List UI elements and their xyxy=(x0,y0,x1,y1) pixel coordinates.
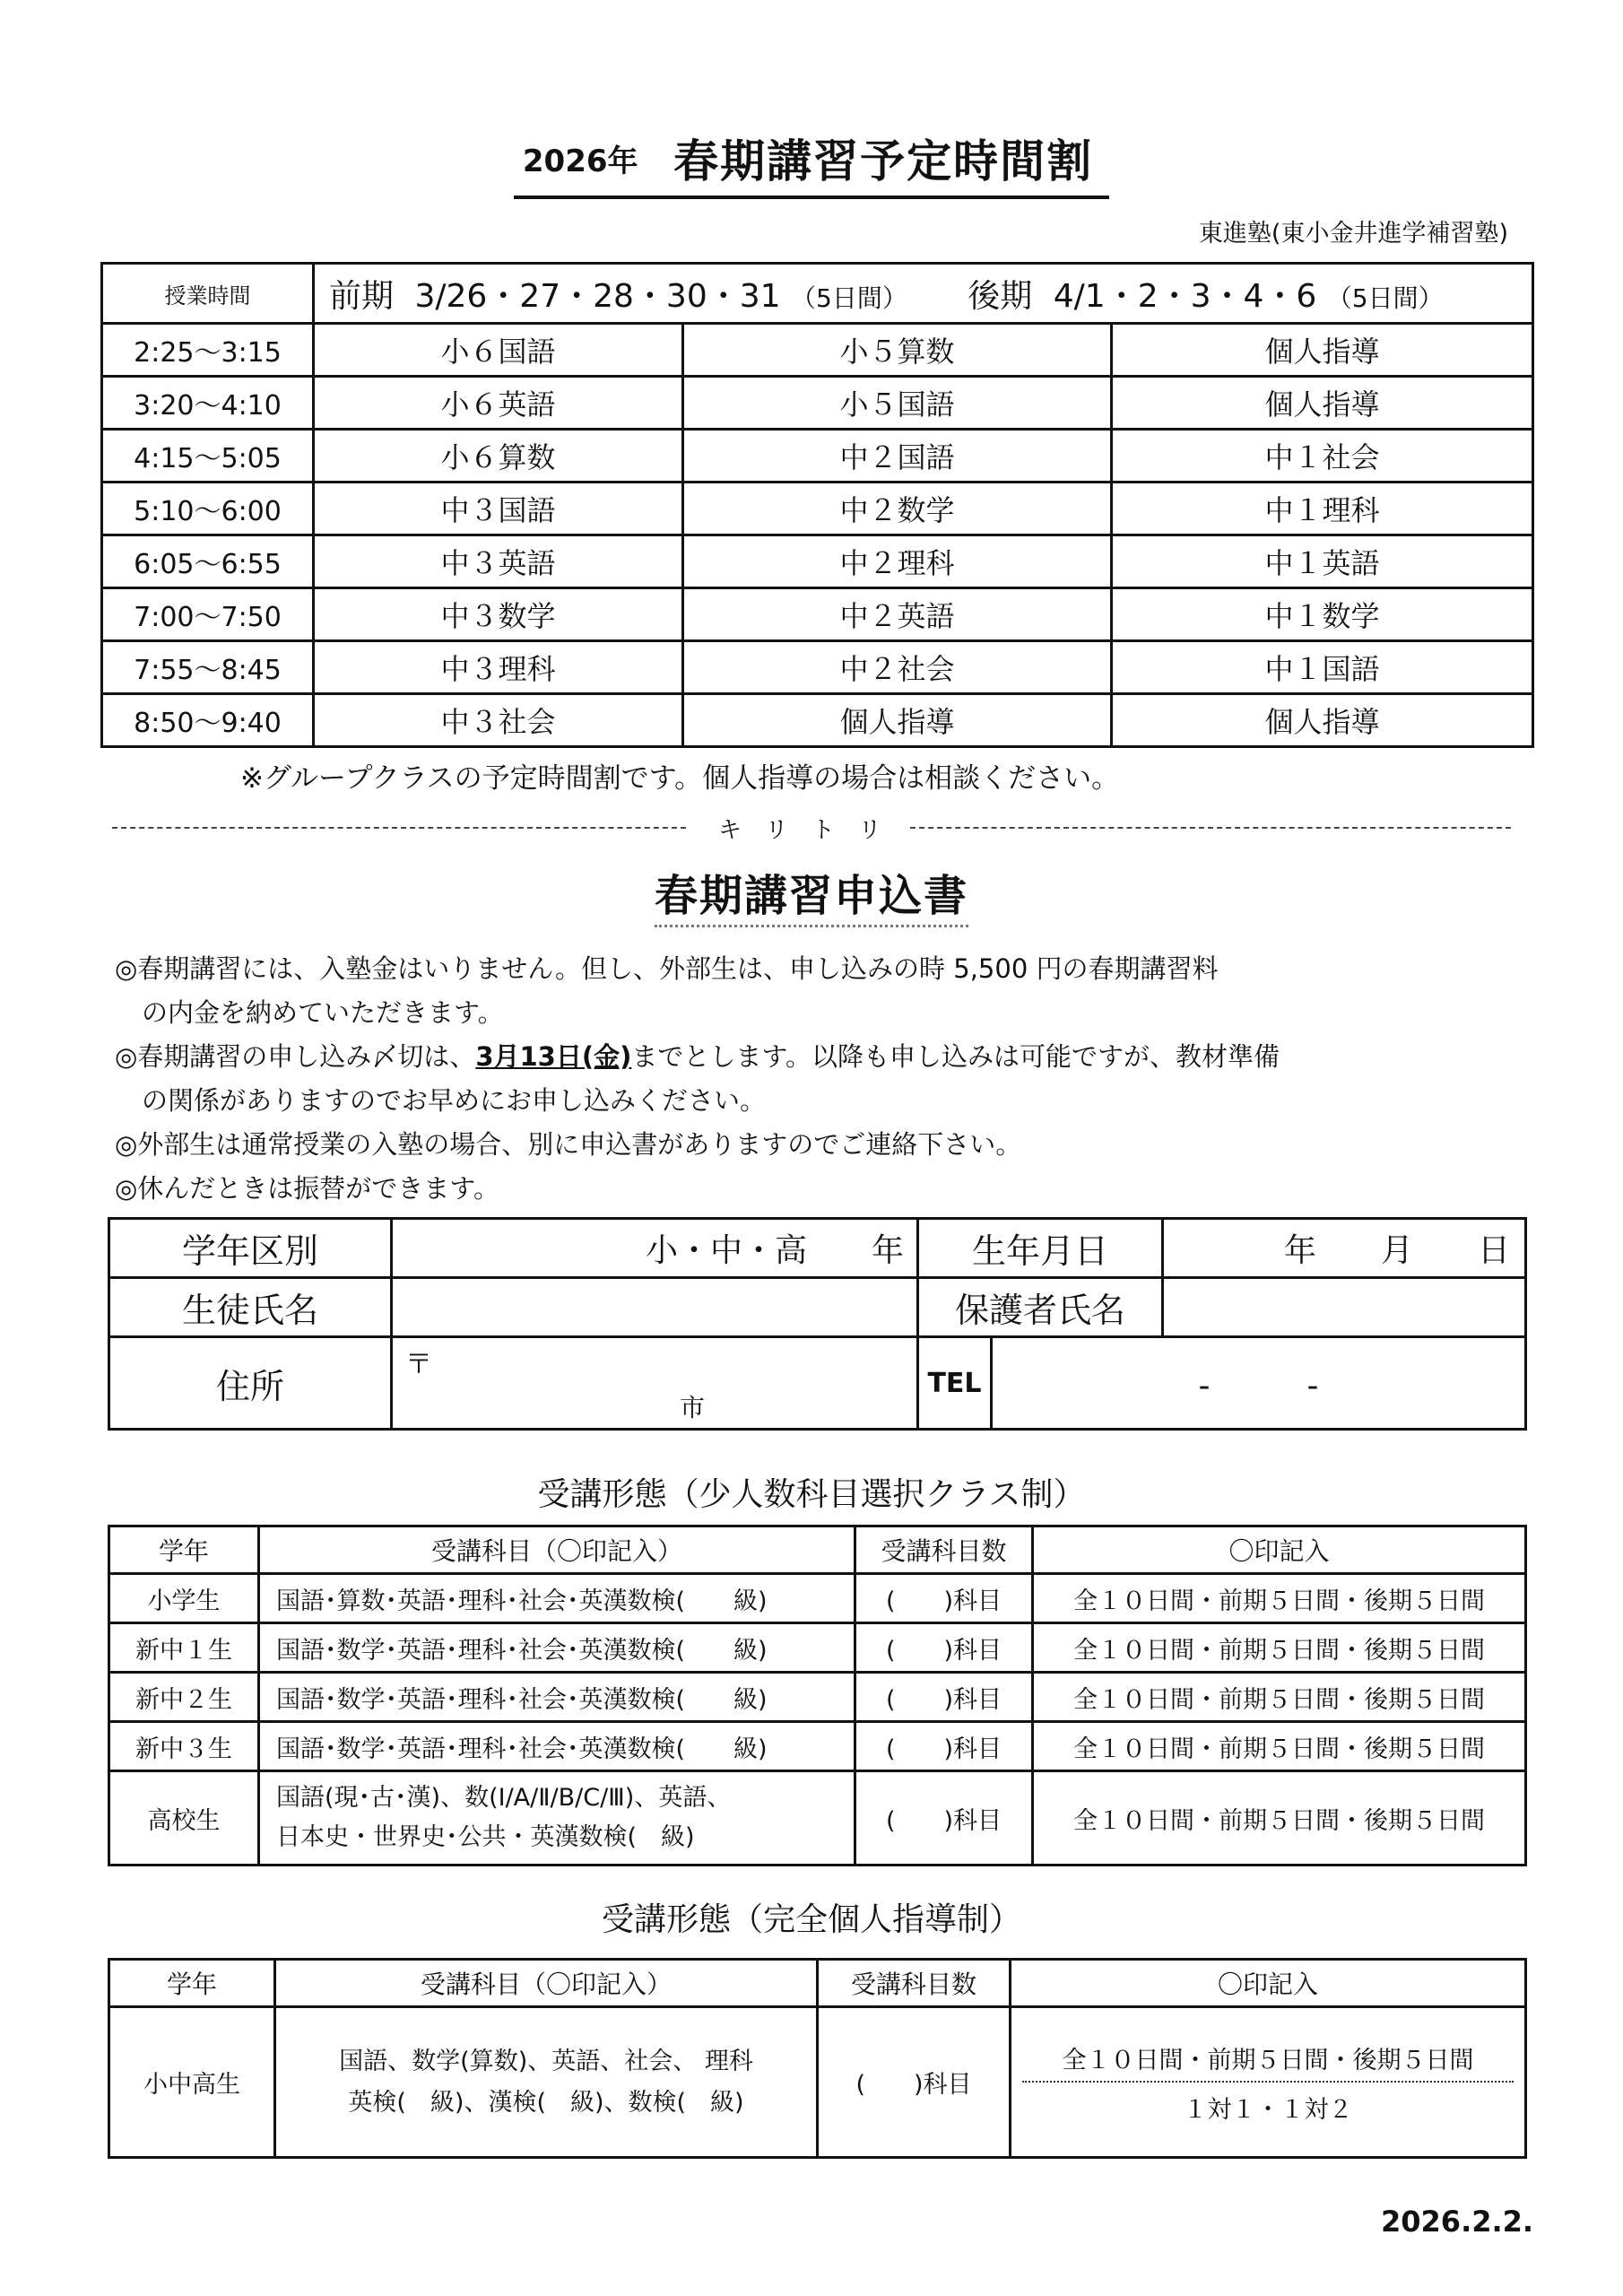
schedule-table xyxy=(100,262,1534,748)
individual-row xyxy=(109,2007,1526,2158)
time-slot: 8:50～9:40 xyxy=(102,694,314,747)
class-cell: 中２理科 xyxy=(683,535,1112,588)
issue-date: 2026.2.2. xyxy=(1381,2205,1534,2239)
class-cell: 中２英語 xyxy=(683,588,1112,641)
grade-cell: 小学生 xyxy=(109,1574,259,1623)
period-cell[interactable]: 全１０日間・前期５日間・後期５日間 xyxy=(1033,1673,1526,1722)
tel-field[interactable]: - - xyxy=(992,1337,1526,1430)
application-title-text: 春期講習申込書 xyxy=(655,861,968,927)
subjects-cell[interactable]: 国語･数学･英語･理科･社会･英漢数検( 級) xyxy=(259,1722,855,1771)
class-cell: 中２社会 xyxy=(683,641,1112,694)
class-cell: 個人指導 xyxy=(1112,324,1533,377)
class-cell: 小５国語 xyxy=(683,377,1112,430)
group-row xyxy=(109,1623,1526,1673)
notice-2-pre: ◎春期講習の申し込み〆切は、 xyxy=(115,1041,476,1072)
address-label: 住所 xyxy=(109,1337,392,1430)
notice-4: ◎休んだときは振替ができます。 xyxy=(115,1173,499,1204)
period-cell[interactable]: 全１０日間・前期５日間・後期５日間 xyxy=(1033,1574,1526,1623)
class-cell: 個人指導 xyxy=(1112,377,1533,430)
second-term-dates: 4/1・2・3・4・6 xyxy=(1053,277,1317,315)
subjects-cell[interactable]: 国語･数学･英語･理科･社会･英漢数検( 級) xyxy=(259,1623,855,1673)
time-slot: 2:25～3:15 xyxy=(102,324,314,377)
group-section-title: 受講形態（少人数科目選択クラス制） xyxy=(537,1476,1086,1513)
schedule-row xyxy=(102,588,1533,641)
birth-field[interactable]: 年 月 日 xyxy=(1284,1232,1511,1269)
class-cell: 小６英語 xyxy=(314,377,683,430)
notice-2-post: までとします。以降も申し込みは可能ですが、教材準備 xyxy=(631,1041,1280,1072)
notice-2-line-1 xyxy=(115,1037,1280,1074)
class-cell: 中１英語 xyxy=(1112,535,1533,588)
schedule-row xyxy=(102,377,1533,430)
address-field[interactable] xyxy=(392,1337,918,1430)
header-grade: 学年 xyxy=(109,1526,259,1574)
schedule-row xyxy=(102,324,1533,377)
class-cell: 中３数学 xyxy=(314,588,683,641)
grade-label: 学年区別 xyxy=(109,1219,392,1278)
student-name-field[interactable] xyxy=(392,1278,918,1337)
ratio-option: １対１・１対２ xyxy=(1183,2095,1353,2124)
city-mark: 市 xyxy=(680,1393,706,1422)
schedule-note: ※グループクラスの予定時間割です。個人指導の場合は相談ください。 xyxy=(240,762,1120,795)
second-term-days: （5日間） xyxy=(1326,283,1444,313)
group-row-high-school xyxy=(109,1771,1526,1866)
class-cell: 中１社会 xyxy=(1112,430,1533,483)
header-count: 受講科目数 xyxy=(818,1960,1011,2007)
individual-header-row xyxy=(109,1960,1526,2007)
first-term-label: 前期 xyxy=(329,277,395,315)
cut-label: キリトリ xyxy=(717,817,905,844)
individual-course-table xyxy=(108,1958,1527,2159)
page-title xyxy=(0,126,1623,199)
count-cell[interactable]: ( )科目 xyxy=(855,1771,1033,1866)
subjects-line-1: 国語、数学(算数)、英語、社会、 理科 xyxy=(339,2047,753,2075)
count-cell[interactable]: ( )科目 xyxy=(855,1722,1033,1771)
guardian-name-field[interactable] xyxy=(1164,1279,1524,1335)
count-cell[interactable]: ( )科目 xyxy=(855,1673,1033,1722)
class-cell: 小５算数 xyxy=(683,324,1112,377)
time-slot: 3:20～4:10 xyxy=(102,377,314,430)
first-term-dates: 3/26・27・28・30・31 xyxy=(414,277,781,315)
period-cell[interactable]: 全１０日間・前期５日間・後期５日間 xyxy=(1033,1771,1526,1866)
class-cell: 中１国語 xyxy=(1112,641,1533,694)
info-row-names xyxy=(109,1278,1526,1337)
subjects-cell[interactable]: 国語･算数･英語･理科･社会･英漢数検( 級) xyxy=(259,1574,855,1623)
first-term-days: （5日間） xyxy=(791,283,907,313)
application-title xyxy=(0,861,1623,927)
title-main: 春期講習予定時間割 xyxy=(673,135,1094,187)
grade-cell: 新中１生 xyxy=(109,1623,259,1673)
notice-2-line-2: の関係がありますのでお早めにお申し込みください。 xyxy=(142,1085,767,1116)
grade-cell: 高校生 xyxy=(109,1771,259,1866)
time-slot: 7:55～8:45 xyxy=(102,641,314,694)
postal-mark: 〒 xyxy=(405,1349,432,1380)
guardian-name-label: 保護者氏名 xyxy=(919,1279,1164,1335)
student-info-table xyxy=(108,1217,1527,1431)
grade-field[interactable]: 小・中・高 年 xyxy=(392,1219,918,1278)
deadline-date: 3月13日(金) xyxy=(475,1041,632,1072)
header-time: 授業時間 xyxy=(102,264,314,324)
count-cell[interactable]: ( )科目 xyxy=(855,1623,1033,1673)
group-header-row xyxy=(109,1526,1526,1574)
class-cell: 小６算数 xyxy=(314,430,683,483)
info-row-grade xyxy=(109,1219,1526,1278)
notice-1-line-2: の内金を納めていただきます。 xyxy=(142,997,504,1028)
class-cell: 個人指導 xyxy=(683,694,1112,747)
group-row xyxy=(109,1722,1526,1771)
header-count: 受講科目数 xyxy=(855,1526,1033,1574)
schedule-row xyxy=(102,483,1533,535)
time-slot: 4:15～5:05 xyxy=(102,430,314,483)
title-year: 2026年 xyxy=(522,143,638,179)
period-cell[interactable]: 全１０日間・前期５日間・後期５日間 xyxy=(1033,1722,1526,1771)
guardian-group xyxy=(918,1278,1526,1337)
subjects-line-2: 英検( 級)、漢検( 級)、数検( 級) xyxy=(348,2088,744,2117)
notice-1-line-1: ◎春期講習には、入塾金はいりません。但し、外部生は、申し込みの時 5,500 円の春期講習料 xyxy=(115,953,1219,984)
grade-cell: 小中高生 xyxy=(109,2007,275,2158)
class-cell: 中３国語 xyxy=(314,483,683,535)
birth-label: 生年月日 xyxy=(919,1220,1164,1276)
class-cell: 中３英語 xyxy=(314,535,683,588)
group-course-table xyxy=(108,1525,1527,1866)
count-cell[interactable]: ( )科目 xyxy=(855,1574,1033,1623)
period-option: 全１０日間・前期５日間・後期５日間 xyxy=(1062,2046,1474,2074)
organization-name: 東進塾(東小金井進学補習塾) xyxy=(1198,220,1508,248)
grade-cell: 新中２生 xyxy=(109,1673,259,1722)
time-slot: 5:10～6:00 xyxy=(102,483,314,535)
header-terms xyxy=(314,264,1533,324)
tel-label: TEL xyxy=(918,1337,992,1430)
header-grade: 学年 xyxy=(109,1960,275,2007)
group-row xyxy=(109,1574,1526,1623)
header-subjects: 受講科目（〇印記入） xyxy=(275,1960,818,2007)
schedule-row xyxy=(102,430,1533,483)
schedule-row xyxy=(102,641,1533,694)
subjects-cell[interactable] xyxy=(259,1771,855,1866)
subjects-line-1: 国語(現･古･漢)、数(Ⅰ/A/Ⅱ/B/C/Ⅲ)、英語、 xyxy=(276,1784,732,1812)
subjects-cell[interactable] xyxy=(275,2007,818,2158)
schedule-row xyxy=(102,535,1533,588)
dotted-divider xyxy=(1022,2081,1514,2083)
time-slot: 7:00～7:50 xyxy=(102,588,314,641)
schedule-row xyxy=(102,694,1533,747)
header-mark: 〇印記入 xyxy=(1033,1526,1526,1574)
notice-3: ◎外部生は通常授業の入塾の場合、別に申込書がありますのでご連絡下さい。 xyxy=(115,1129,1022,1160)
header-mark: 〇印記入 xyxy=(1011,1960,1526,2007)
subjects-cell[interactable]: 国語･数学･英語･理科･社会･英漢数検( 級) xyxy=(259,1673,855,1722)
student-name-label: 生徒氏名 xyxy=(109,1278,392,1337)
birth-group xyxy=(918,1219,1526,1278)
group-row xyxy=(109,1673,1526,1722)
class-cell: 中３理科 xyxy=(314,641,683,694)
class-cell: 中１理科 xyxy=(1112,483,1533,535)
info-row-address xyxy=(109,1337,1526,1430)
schedule-header-row xyxy=(102,264,1533,324)
second-term-label: 後期 xyxy=(968,277,1033,315)
class-cell: 中２数学 xyxy=(683,483,1112,535)
class-cell: 中３社会 xyxy=(314,694,683,747)
cut-line xyxy=(112,812,1511,844)
grade-cell: 新中３生 xyxy=(109,1722,259,1771)
subjects-line-2: 日本史・世界史･公共・英漢数検( 級) xyxy=(276,1823,695,1851)
time-slot: 6:05～6:55 xyxy=(102,535,314,588)
class-cell: 中２国語 xyxy=(683,430,1112,483)
individual-section-title: 受講形態（完全個人指導制） xyxy=(601,1901,1021,1938)
count-cell[interactable]: ( )科目 xyxy=(818,2007,1011,2158)
period-cell[interactable]: 全１０日間・前期５日間・後期５日間 xyxy=(1033,1623,1526,1673)
class-cell: 個人指導 xyxy=(1112,694,1533,747)
class-cell: 小６国語 xyxy=(314,324,683,377)
period-cell[interactable] xyxy=(1011,2007,1526,2158)
header-subjects: 受講科目（〇印記入） xyxy=(259,1526,855,1574)
class-cell: 中１数学 xyxy=(1112,588,1533,641)
